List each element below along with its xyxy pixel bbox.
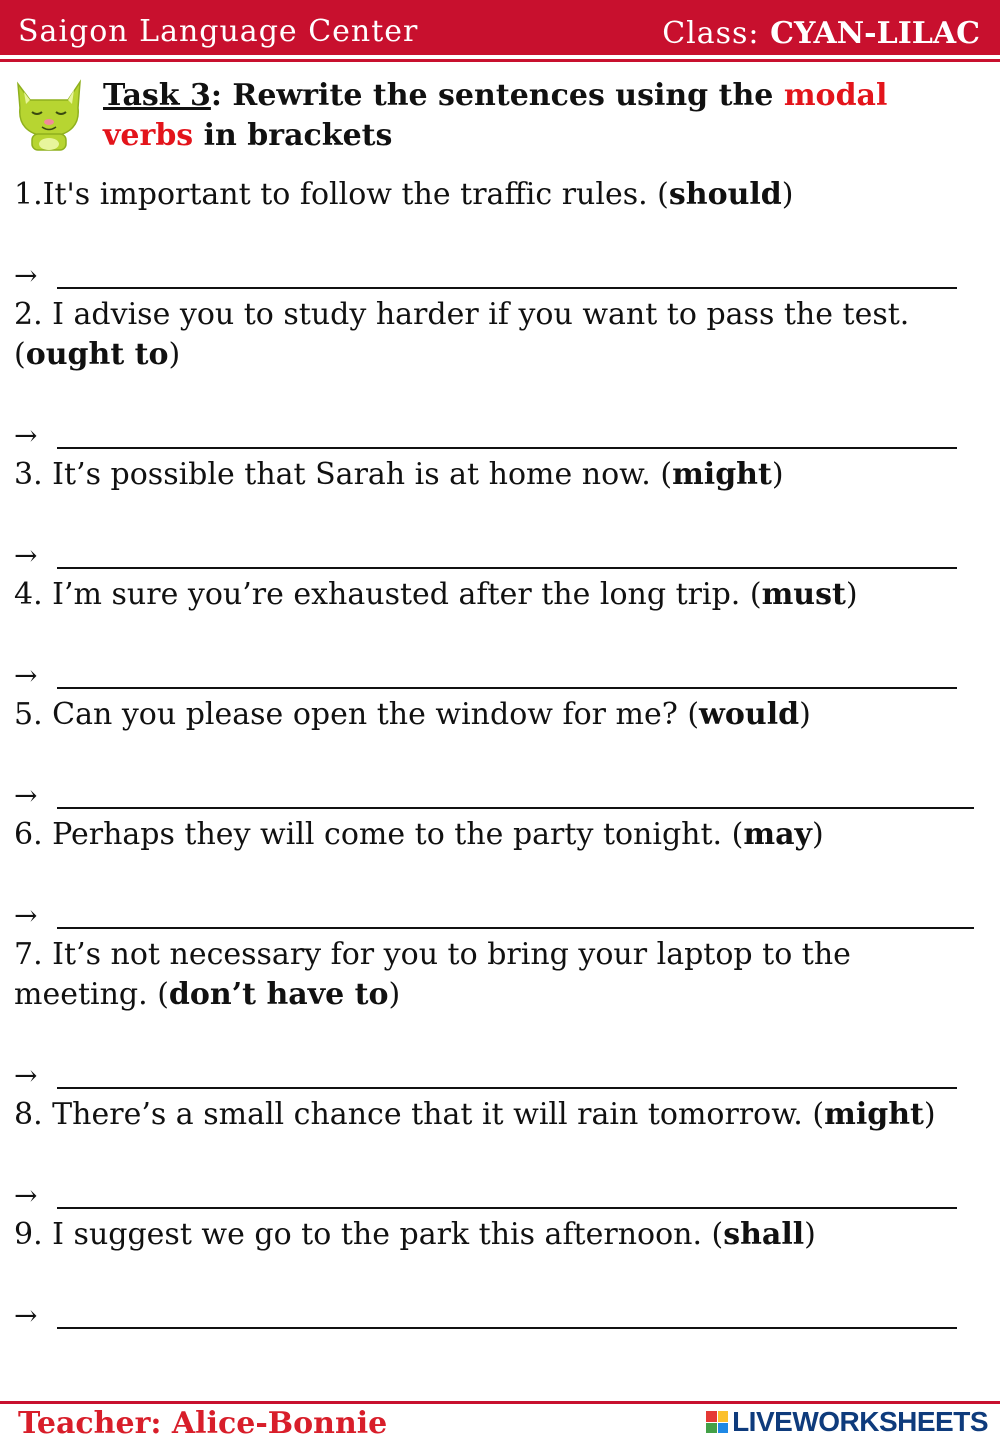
question-close: ) (799, 697, 811, 732)
question-modal: may (743, 817, 812, 852)
question-close: ) (781, 177, 794, 212)
question-modal: might (824, 1097, 924, 1132)
question-text: 5. Can you please open the window for me? ( (14, 697, 700, 732)
answer-5 (14, 776, 979, 816)
answer-line[interactable] (57, 1327, 957, 1329)
question-text: 8. There’s a small chance that it will rain tomorrow. ( (14, 1097, 825, 1132)
question-modal: ought to (25, 337, 169, 372)
arrow-icon: → (14, 779, 38, 812)
answer-line[interactable] (57, 687, 957, 689)
grid-logo-icon (706, 1411, 728, 1433)
arrow-icon: → (14, 539, 38, 572)
answer-2 (14, 416, 964, 456)
task-title (103, 76, 963, 156)
question-modal: would (699, 697, 800, 732)
question-6 (14, 815, 994, 855)
header-bar (0, 0, 1000, 55)
answer-line[interactable] (57, 447, 957, 449)
arrow-icon: → (14, 419, 38, 452)
question-modal: might (672, 457, 772, 492)
question-2 (14, 295, 989, 375)
answer-line[interactable] (57, 807, 974, 809)
question-8 (14, 1095, 994, 1135)
question-4 (14, 575, 994, 615)
question-modal: shall (723, 1217, 805, 1252)
answer-1 (14, 256, 964, 296)
question-modal: don’t have to (168, 977, 389, 1012)
arrow-icon: → (14, 1179, 38, 1212)
question-text: 1.It's important to follow the traffic rules. ( (14, 177, 669, 212)
question-1 (14, 175, 994, 215)
class-info (662, 16, 980, 51)
question-close: ) (804, 1217, 816, 1252)
question-7 (14, 935, 914, 1015)
question-modal: should (668, 177, 782, 212)
question-close: ) (845, 577, 858, 612)
question-text: 9. I suggest we go to the park this afternoon. ( (14, 1217, 724, 1252)
question-close: ) (771, 457, 784, 492)
center-name: Saigon Language Center (18, 14, 419, 49)
header-divider (0, 59, 1000, 62)
answer-6 (14, 896, 979, 936)
arrow-icon: → (14, 899, 38, 932)
task-highlight: modal verbs (103, 78, 888, 153)
answer-line[interactable] (57, 567, 957, 569)
question-text: 2. I advise you to study harder if you want to pass the test. ( (14, 297, 910, 372)
arrow-icon: → (14, 1299, 38, 1332)
question-text: 7. It’s not necessary for you to bring your laptop to the meeting. ( (14, 937, 851, 1012)
answer-line[interactable] (57, 1207, 957, 1209)
question-close: ) (168, 337, 181, 372)
cat-mascot-icon (6, 74, 92, 152)
question-text: 3. It’s possible that Sarah is at home now. ( (14, 457, 673, 492)
brand-logo[interactable] (706, 1404, 988, 1440)
question-9 (14, 1215, 994, 1255)
answer-4 (14, 656, 964, 696)
answer-7 (14, 1056, 964, 1096)
question-modal: must (761, 577, 846, 612)
answer-8 (14, 1176, 964, 1216)
brand-name: LIVEWORKSHEETS (732, 1406, 988, 1437)
teacher-name: Teacher: Alice-Bonnie (18, 1406, 388, 1441)
question-text: 4. I’m sure you’re exhausted after the long trip. ( (14, 577, 762, 612)
arrow-icon: → (14, 1059, 38, 1092)
question-5 (14, 695, 994, 735)
arrow-icon: → (14, 259, 38, 292)
task-text-a: : Rewrite the sentences using the (210, 78, 784, 113)
answer-line[interactable] (57, 287, 957, 289)
question-close: ) (811, 817, 824, 852)
task-text-b: in brackets (193, 118, 393, 153)
answer-3 (14, 536, 964, 576)
question-close: ) (388, 977, 401, 1012)
question-3 (14, 455, 994, 495)
class-label: Class: (662, 16, 760, 51)
task-label: Task 3 (103, 78, 211, 113)
question-close: ) (923, 1097, 936, 1132)
answer-line[interactable] (57, 1087, 957, 1089)
class-name: CYAN-LILAC (770, 16, 980, 51)
arrow-icon: → (14, 659, 38, 692)
question-text: 6. Perhaps they will come to the party tonight. ( (14, 817, 744, 852)
answer-9 (14, 1296, 964, 1336)
answer-line[interactable] (57, 927, 974, 929)
